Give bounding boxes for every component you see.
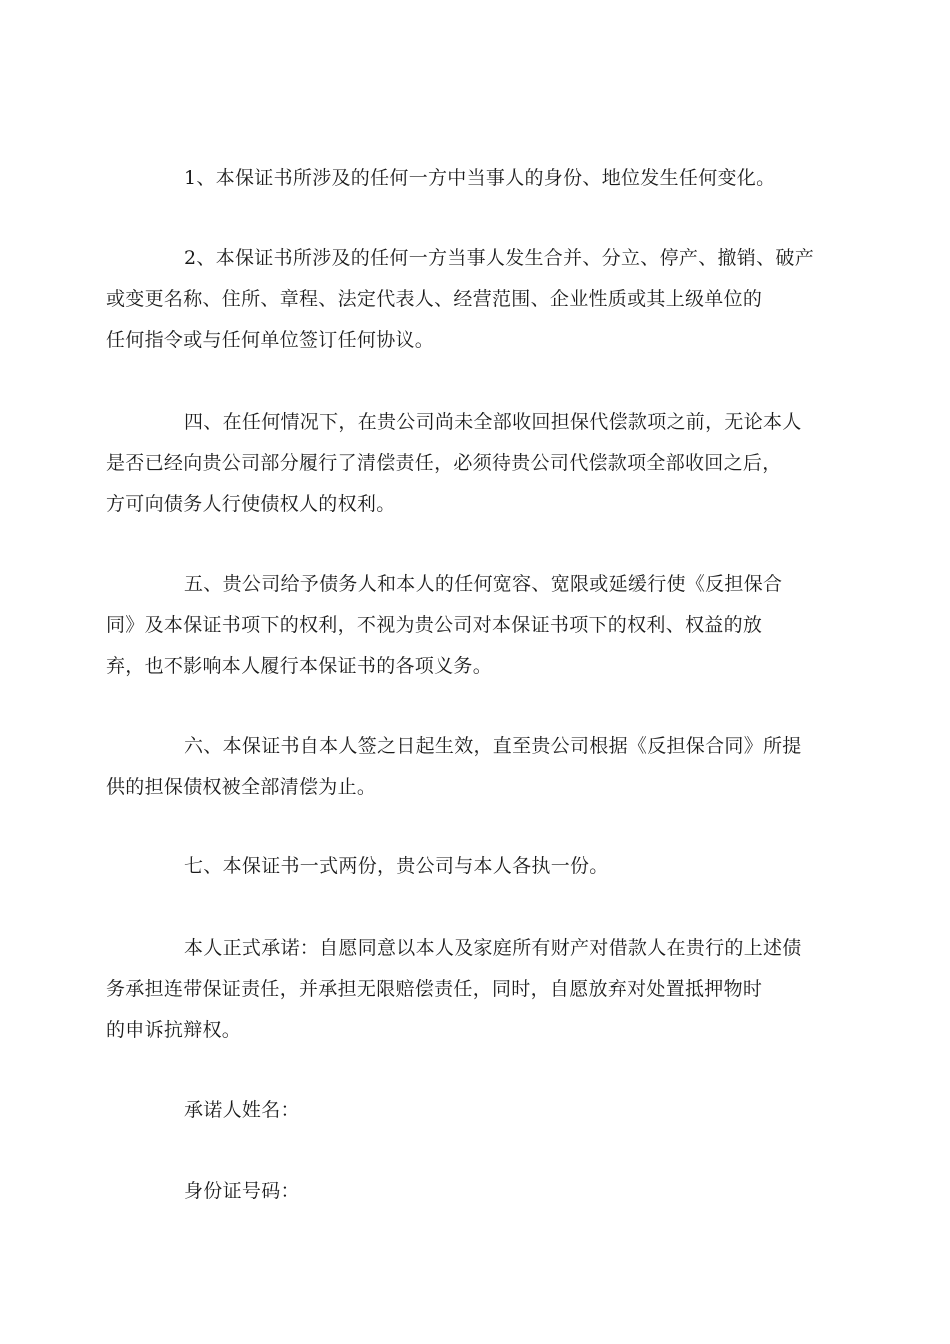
clause-2-line-3: 任何指令或与任何单位签订任何协议。 — [106, 329, 435, 351]
clause-five-line-3: 弃，也不影响本人履行本保证书的各项义务。 — [106, 655, 493, 677]
clause-six-paragraph — [106, 726, 815, 808]
clause-2-paragraph — [106, 238, 815, 361]
clause-seven-paragraph — [145, 846, 815, 887]
commitment-paragraph — [106, 928, 815, 1051]
commitment-line-1: 本人正式承诺：自愿同意以本人及家庭所有财产对借款人在贵行的上述债 — [184, 937, 802, 959]
clause-1-line-1: 1、本保证书所涉及的任何一方中当事人的身份、地位发生任何变化。 — [184, 167, 776, 189]
commitment-line-3: 的申诉抗辩权。 — [106, 1019, 242, 1041]
signer-id-label: 身份证号码： — [184, 1180, 300, 1202]
clause-five-line-2: 同》及本保证书项下的权利，不视为贵公司对本保证书项下的权利、权益的放 — [106, 614, 763, 636]
signer-name-paragraph — [145, 1090, 815, 1131]
clause-six-line-2: 供的担保债权被全部清偿为止。 — [106, 776, 377, 798]
signer-name-label: 承诺人姓名： — [184, 1099, 300, 1121]
clause-four-line-2: 是否已经向贵公司部分履行了清偿责任，必须待贵公司代偿款项全部收回之后， — [106, 452, 782, 474]
clause-2-line-1: 2、本保证书所涉及的任何一方当事人发生合并、分立、停产、撤销、破产 — [184, 247, 814, 269]
commitment-line-2: 务承担连带保证责任，并承担无限赔偿责任，同时，自愿放弃对处置抵押物时 — [106, 978, 763, 1000]
clause-1-paragraph — [145, 158, 815, 199]
clause-2-line-2: 或变更名称、住所、章程、法定代表人、经营范围、企业性质或其上级单位的 — [106, 288, 763, 310]
clause-five-line-1: 五、贵公司给予债务人和本人的任何宽容、宽限或延缓行使《反担保合 — [184, 573, 783, 595]
clause-four-paragraph — [106, 402, 815, 525]
clause-five-paragraph — [106, 564, 815, 687]
clause-seven-line-1: 七、本保证书一式两份，贵公司与本人各执一份。 — [184, 855, 609, 877]
signer-id-paragraph — [145, 1171, 815, 1212]
clause-six-line-1: 六、本保证书自本人签之日起生效，直至贵公司根据《反担保合同》所提 — [184, 735, 802, 757]
clause-four-line-3: 方可向债务人行使债权人的权利。 — [106, 493, 396, 515]
clause-four-line-1: 四、在任何情况下，在贵公司尚未全部收回担保代偿款项之前，无论本人 — [184, 411, 802, 433]
